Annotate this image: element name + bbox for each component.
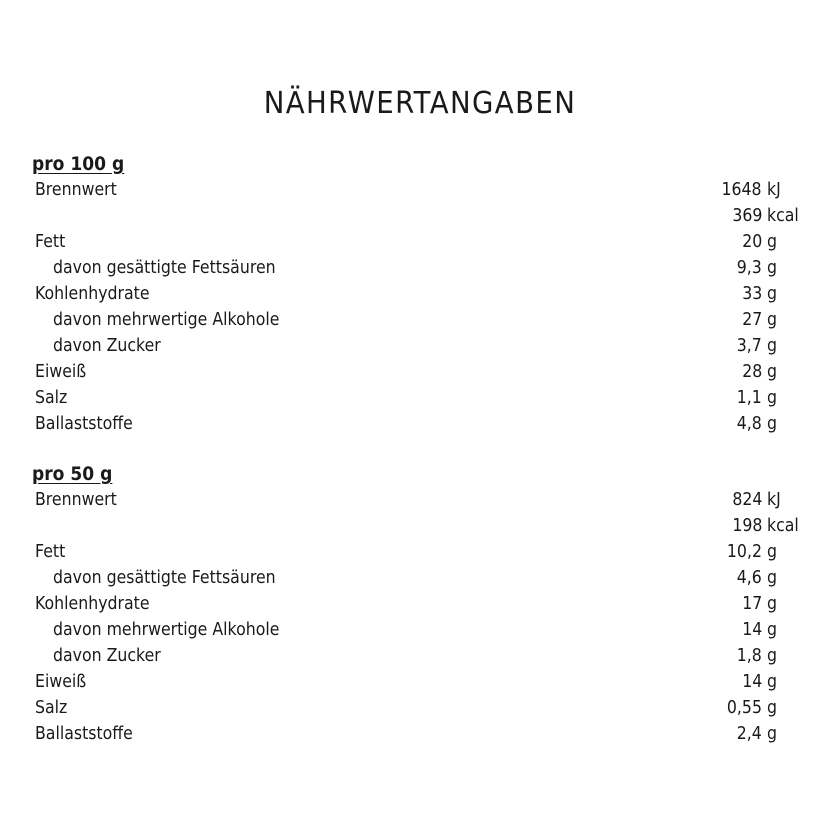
row-unit: g [767, 594, 777, 614]
row-value: 20 [741, 232, 762, 252]
section-heading: pro 50 g [32, 463, 113, 485]
row-label: Ballaststoffe [35, 724, 133, 744]
row-value: 28 [741, 362, 762, 382]
row-label: Kohlenhydrate [35, 284, 150, 304]
row-label: davon gesättigte Fettsäuren [53, 568, 276, 588]
nutrition-row-mehrwertige-alkohole [32, 307, 822, 333]
section-heading: pro 100 g [32, 153, 125, 175]
row-value: 4,6 [736, 568, 762, 588]
page-title: NÄHRWERTANGABEN [263, 86, 577, 121]
row-label: davon gesättigte Fettsäuren [53, 258, 276, 278]
nutrition-row-salz [32, 385, 822, 411]
row-unit: g [767, 336, 777, 356]
nutrition-row-zucker [32, 643, 822, 669]
nutrition-row-ballaststoffe [32, 411, 822, 437]
nutrition-row-salz [32, 695, 822, 721]
row-value: 824 [731, 490, 762, 510]
nutrition-row-fett [32, 539, 822, 565]
row-label: davon Zucker [53, 336, 161, 356]
row-label: Eiweiß [35, 362, 87, 382]
row-value: 198 [731, 516, 762, 536]
nutrition-row-brennwert-kj [32, 177, 822, 203]
row-unit: kcal [767, 516, 799, 536]
nutrition-row-zucker [32, 333, 822, 359]
row-unit: g [767, 362, 777, 382]
row-unit: g [767, 568, 777, 588]
nutrition-row-kohlenhydrate [32, 281, 822, 307]
nutrition-row-gesaettigte-fettsaeuren [32, 255, 822, 281]
row-value: 2,4 [736, 724, 762, 744]
nutrition-row-eiweiss [32, 669, 822, 695]
nutrition-row-kohlenhydrate [32, 591, 822, 617]
nutrition-row-brennwert-kcal [32, 513, 822, 539]
row-label: davon Zucker [53, 646, 161, 666]
row-value: 10,2 [726, 542, 762, 562]
row-label: Brennwert [35, 490, 117, 510]
row-value: 0,55 [726, 698, 762, 718]
row-value: 14 [741, 672, 762, 692]
row-label: Fett [35, 542, 66, 562]
row-value: 1,8 [736, 646, 762, 666]
row-unit: g [767, 310, 777, 330]
nutrition-row-mehrwertige-alkohole [32, 617, 822, 643]
row-unit: g [767, 724, 777, 744]
nutrition-row-ballaststoffe [32, 721, 822, 747]
row-label: Salz [35, 698, 68, 718]
nutrition-section-50g [32, 461, 822, 747]
row-label: Brennwert [35, 180, 117, 200]
nutrition-row-brennwert-kcal [32, 203, 822, 229]
row-value: 17 [741, 594, 762, 614]
row-unit: g [767, 232, 777, 252]
row-unit: g [767, 388, 777, 408]
row-unit: kJ [767, 490, 781, 510]
row-unit: g [767, 698, 777, 718]
row-value: 3,7 [736, 336, 762, 356]
nutrition-section-100g [32, 151, 822, 437]
row-label: Kohlenhydrate [35, 594, 150, 614]
row-value: 9,3 [736, 258, 762, 278]
row-unit: kcal [767, 206, 799, 226]
nutrition-row-gesaettigte-fettsaeuren [32, 565, 822, 591]
row-value: 1648 [721, 180, 762, 200]
nutrition-row-eiweiss [32, 359, 822, 385]
row-unit: g [767, 672, 777, 692]
row-value: 1,1 [736, 388, 762, 408]
nutrition-row-fett [32, 229, 822, 255]
row-label: Ballaststoffe [35, 414, 133, 434]
row-value: 14 [741, 620, 762, 640]
row-label: davon mehrwertige Alkohole [53, 310, 280, 330]
row-label: Fett [35, 232, 66, 252]
row-unit: kJ [767, 180, 781, 200]
row-unit: g [767, 620, 777, 640]
row-unit: g [767, 414, 777, 434]
row-unit: g [767, 646, 777, 666]
row-value: 369 [731, 206, 762, 226]
row-unit: g [767, 258, 777, 278]
row-value: 33 [741, 284, 762, 304]
row-value: 4,8 [736, 414, 762, 434]
row-label: Eiweiß [35, 672, 87, 692]
row-value: 27 [741, 310, 762, 330]
row-label: davon mehrwertige Alkohole [53, 620, 280, 640]
row-label: Salz [35, 388, 68, 408]
row-unit: g [767, 284, 777, 304]
row-unit: g [767, 542, 777, 562]
nutrition-row-brennwert-kj [32, 487, 822, 513]
